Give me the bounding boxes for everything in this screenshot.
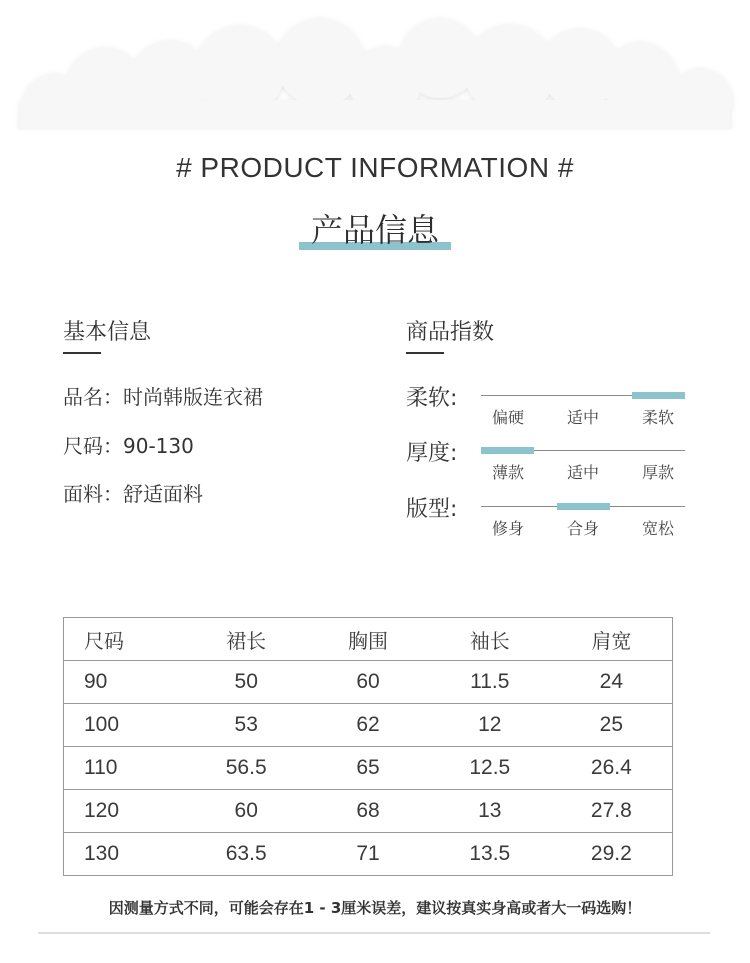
info-row-fabric	[63, 478, 203, 507]
table-row	[64, 790, 673, 833]
table-cell: 71	[307, 833, 429, 876]
table-cell: 90	[64, 661, 186, 704]
bottom-divider	[38, 932, 710, 934]
basic-info-heading	[63, 315, 151, 346]
scale-option: 柔软	[641, 408, 674, 427]
scale-option: 合身	[566, 519, 599, 538]
table-cell: 56.5	[185, 747, 307, 790]
table-cell: 65	[307, 747, 429, 790]
scale-fit-marker	[557, 503, 610, 510]
scale-fit-label: 版型:	[406, 497, 458, 522]
heading-underline	[406, 352, 444, 354]
measurement-note: 因测量方式不同，可能会存在1 - 3厘米误差，建议按真实身高或者大一码选购！	[108, 899, 642, 917]
heading-underline	[63, 352, 101, 354]
scale-option: 厚款	[641, 463, 674, 482]
product-index-heading-text: 商品指数	[406, 320, 495, 345]
scale-softness-marker	[632, 392, 685, 399]
scale-option: 修身	[491, 519, 524, 538]
table-cell: 13	[429, 790, 551, 833]
info-label: 品名：	[63, 385, 123, 409]
title-english: # PRODUCT INFORMATION #	[176, 152, 574, 183]
table-cell: 110	[64, 747, 186, 790]
table-cell: 60	[185, 790, 307, 833]
scale-option: 偏硬	[491, 408, 524, 427]
info-value: 90-130	[123, 434, 194, 458]
table-cell: 26.4	[551, 747, 673, 790]
table-header-cell: 尺码	[64, 618, 186, 661]
scale-softness-label: 柔软:	[406, 386, 458, 411]
table-cell: 12.5	[429, 747, 551, 790]
scale-option: 薄款	[491, 463, 524, 482]
scale-thickness-marker	[481, 447, 534, 454]
info-row-name	[63, 381, 263, 410]
info-row-size	[63, 430, 194, 459]
table-cell: 13.5	[429, 833, 551, 876]
table-cell: 24	[551, 661, 673, 704]
size-table	[63, 617, 673, 876]
scale-option: 适中	[566, 463, 599, 482]
scale-thickness-label: 厚度:	[406, 441, 458, 466]
table-cell: 53	[185, 704, 307, 747]
table-cell: 68	[307, 790, 429, 833]
table-cell: 120	[64, 790, 186, 833]
cloud-banner	[0, 0, 750, 130]
info-label: 面料：	[63, 482, 123, 506]
table-cell: 130	[64, 833, 186, 876]
table-cell: 11.5	[429, 661, 551, 704]
table-cell: 100	[64, 704, 186, 747]
table-header-cell: 胸围	[307, 618, 429, 661]
table-row	[64, 747, 673, 790]
table-cell: 63.5	[185, 833, 307, 876]
table-header-cell: 裙长	[185, 618, 307, 661]
table-cell: 25	[551, 704, 673, 747]
table-row	[64, 704, 673, 747]
table-header-cell: 袖长	[429, 618, 551, 661]
info-label: 尺码：	[63, 434, 123, 458]
table-cell: 62	[307, 704, 429, 747]
title-chinese-text: 产品信息	[310, 211, 439, 249]
table-header-row	[64, 618, 673, 661]
table-row	[64, 833, 673, 876]
table-cell: 29.2	[551, 833, 673, 876]
title-chinese	[299, 205, 451, 251]
table-header-cell: 肩宽	[551, 618, 673, 661]
product-index-heading	[406, 315, 494, 346]
basic-info-heading-text: 基本信息	[63, 320, 152, 345]
scale-option: 宽松	[641, 519, 674, 538]
info-value: 时尚韩版连衣裙	[123, 385, 263, 409]
table-cell: 12	[429, 704, 551, 747]
scale-option: 适中	[566, 408, 599, 427]
table-cell: 60	[307, 661, 429, 704]
table-cell: 50	[185, 661, 307, 704]
info-value: 舒适面料	[123, 482, 203, 506]
table-row	[64, 661, 673, 704]
table-cell: 27.8	[551, 790, 673, 833]
